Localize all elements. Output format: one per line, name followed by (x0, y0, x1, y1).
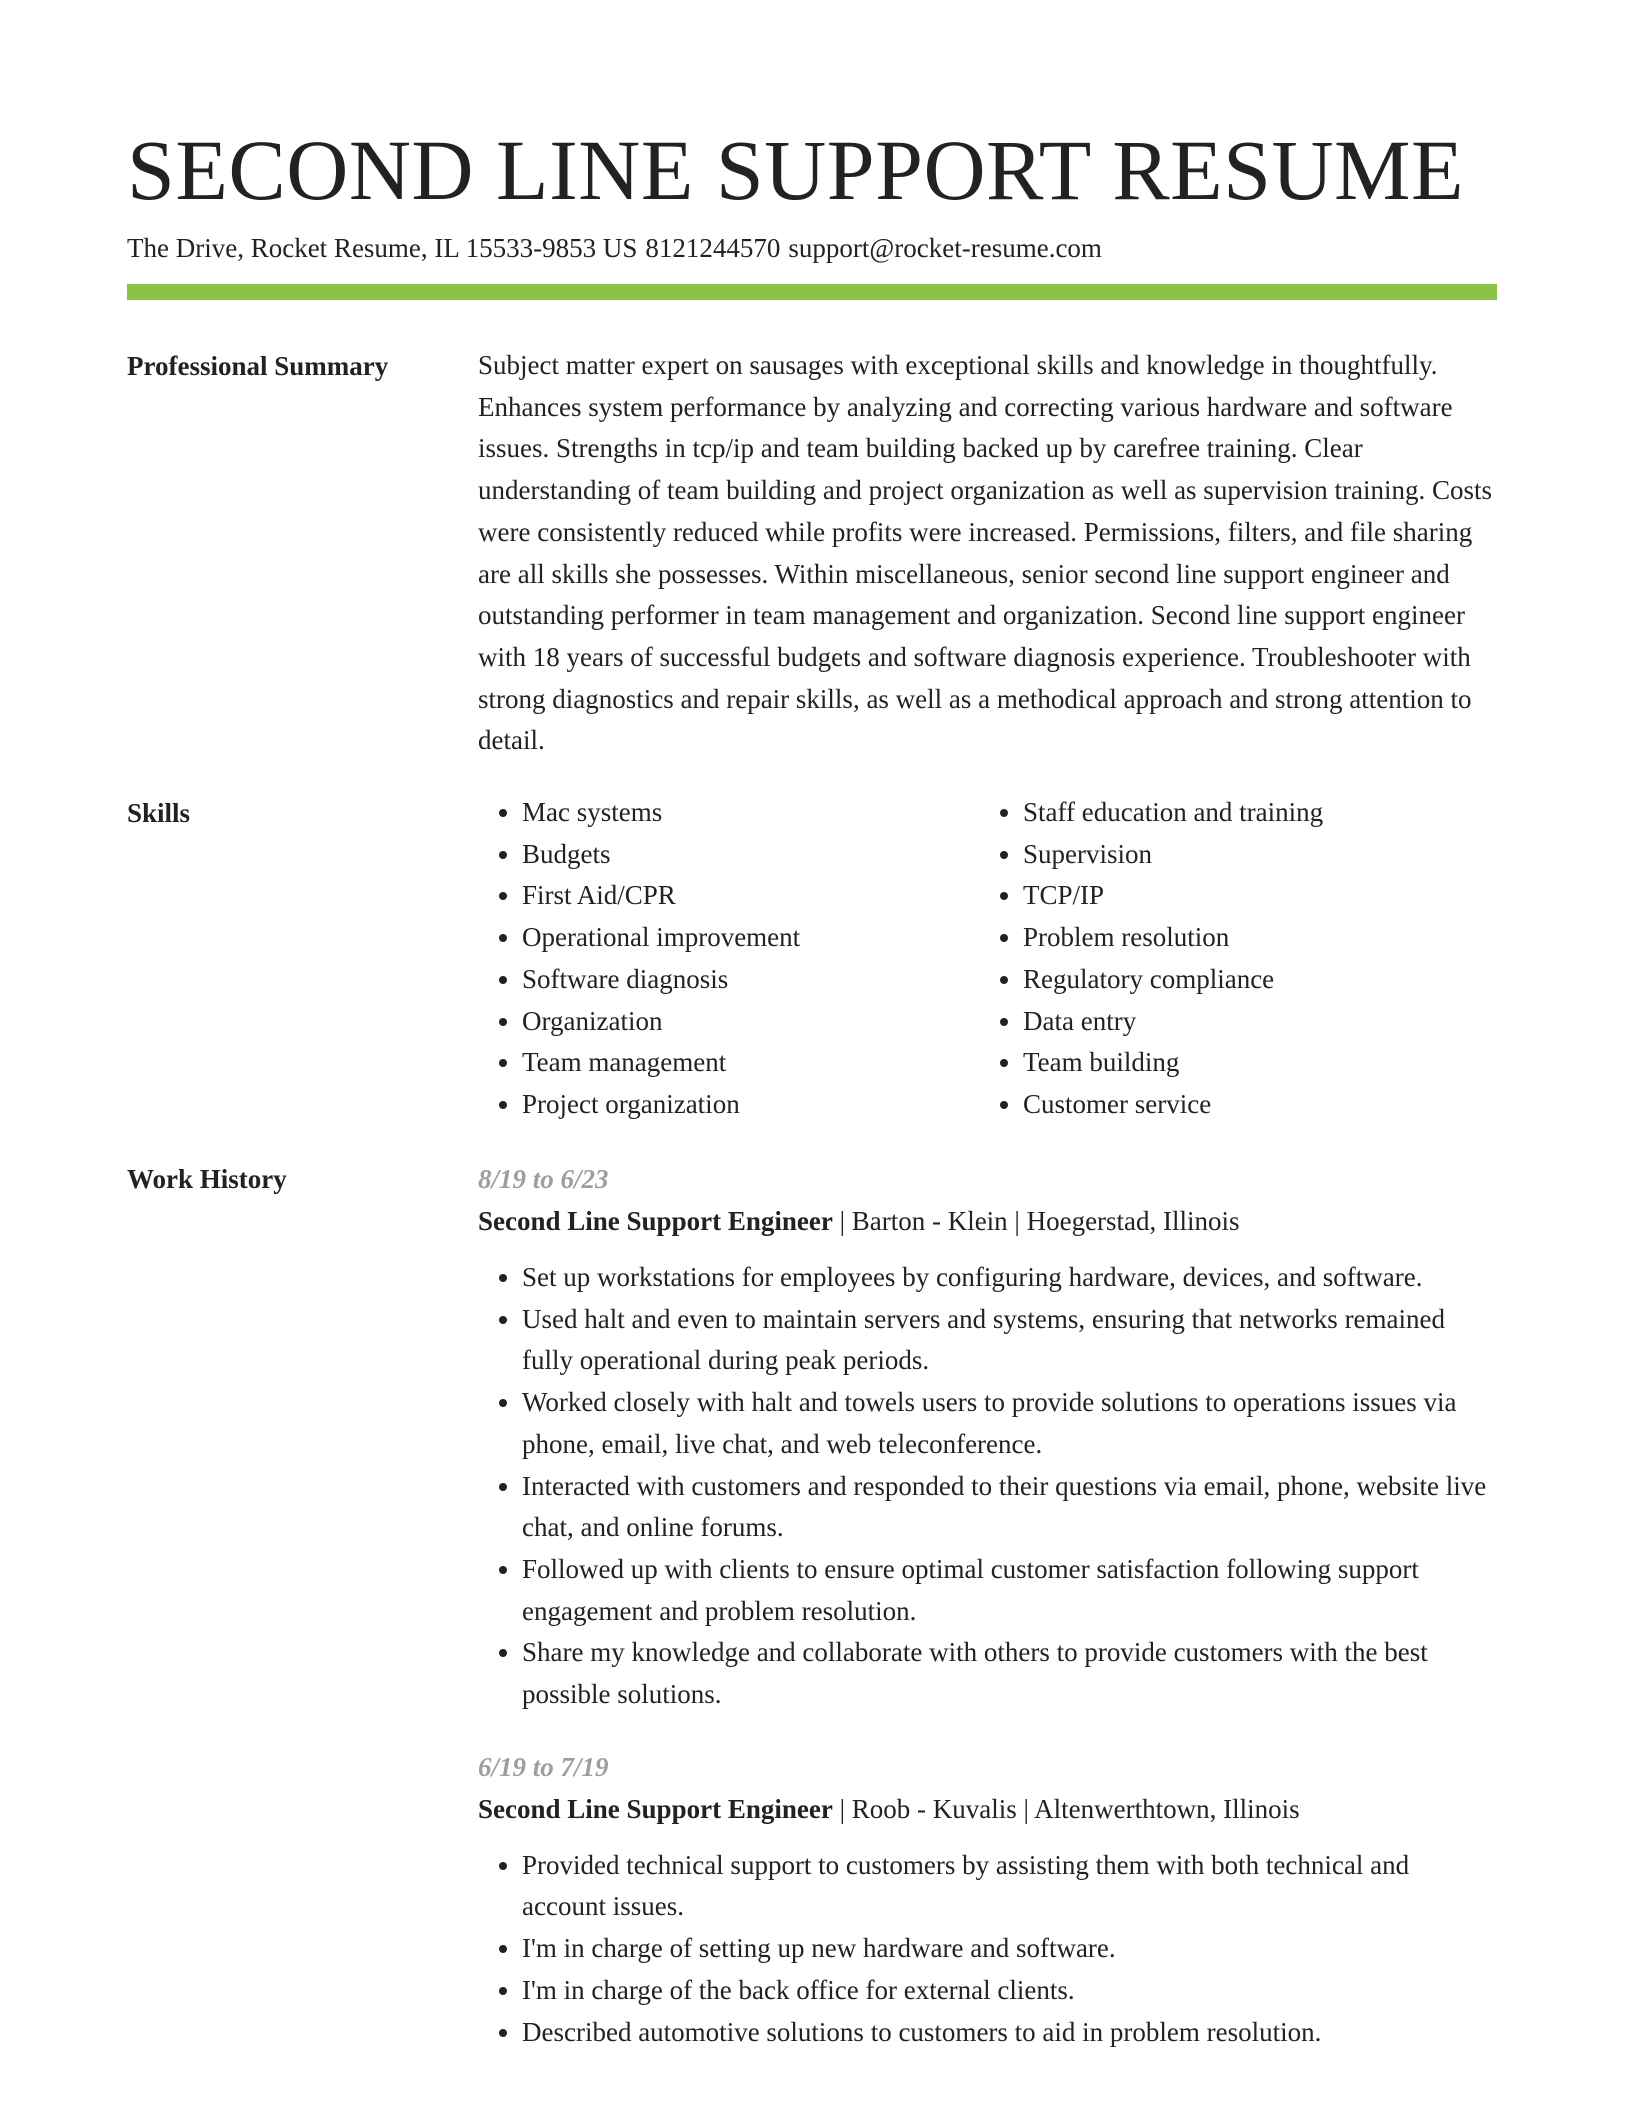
job-dates: 8/19 to 6/23 (478, 1164, 609, 1194)
job-title: Second Line Support Engineer (478, 1206, 833, 1236)
job-bullet: • I'm in charge of setting up new hardware and software. (522, 1928, 1497, 1970)
job-bullets (478, 1845, 1497, 2054)
skill-item: • Data entry (1023, 1001, 1480, 1043)
job-title-line (478, 1788, 1497, 1830)
job-bullet: • Provided technical support to customers by assisting them with both technical and account issues. (522, 1845, 1497, 1928)
job-details: | Roob - Kuvalis | Altenwerthtown, Illinois (832, 1793, 1300, 1824)
contact-line (127, 230, 1102, 266)
job-bullet: • Worked closely with halt and towels users to provide solutions to operations issues via phone, email, live chat, and web teleconference. (522, 1382, 1497, 1465)
header-divider (127, 284, 1497, 300)
skill-item: • TCP/IP (1023, 875, 1480, 917)
job-details: | Barton - Klein | Hoegerstad, Illinois (832, 1206, 1240, 1236)
job-title: Second Line Support Engineer (478, 1793, 833, 1824)
job-dates: 6/19 to 7/19 (478, 1751, 609, 1782)
summary-heading: Professional Summary (127, 351, 389, 381)
skills-list-right (979, 792, 1480, 1126)
skills-list-left (478, 792, 979, 1126)
skill-item: • Mac systems (522, 792, 979, 834)
skill-item: • Team building (1023, 1042, 1480, 1084)
job-bullet: • I'm in charge of the back office for external clients. (522, 1970, 1497, 2012)
skill-item: • Customer service (1023, 1084, 1480, 1126)
work-history-heading: Work History (127, 1164, 287, 1194)
skill-item: • Problem resolution (1023, 917, 1480, 959)
job-entry (478, 1158, 1497, 1716)
job-bullet: • Interacted with customers and responded to their questions via email, phone, website live chat, and online forums. (522, 1466, 1497, 1549)
skill-item: • First Aid/CPR (522, 875, 979, 917)
skill-item: • Regulatory compliance (1023, 959, 1480, 1001)
job-bullet: • Described automotive solutions to customers to aid in problem resolution. (522, 2012, 1497, 2054)
skills-heading: Skills (127, 798, 191, 828)
skill-item: • Operational improvement (522, 917, 979, 959)
skill-item: • Supervision (1023, 834, 1480, 876)
job-bullet: • Share my knowledge and collaborate with others to provide customers with the best possible solutions. (522, 1632, 1497, 1715)
job-bullet: • Followed up with clients to ensure optimal customer satisfaction following support engagement and problem resolution. (522, 1549, 1497, 1632)
job-entry (478, 1746, 1497, 2054)
skill-item: • Organization (522, 1001, 979, 1043)
skill-item: • Team management (522, 1042, 979, 1084)
skill-item: • Project organization (522, 1084, 979, 1126)
job-bullet: • Used halt and even to maintain servers and systems, ensuring that networks remained fully operational during peak periods. (522, 1299, 1497, 1382)
job-bullets (478, 1257, 1497, 1716)
job-bullet: • Set up workstations for employees by configuring hardware, devices, and software. (522, 1257, 1497, 1299)
skill-item: • Budgets (522, 834, 979, 876)
resume-title: SECOND LINE SUPPORT RESUME (127, 122, 1465, 218)
skills-columns (478, 792, 1497, 1126)
summary-text: Subject matter expert on sausages with exceptional skills and knowledge in thoughtfully. Enhances system performance by analyzing and correcting various hardware and software issues. Strengths in tcp/ip and team building backed up by carefree training. Clear understanding of team building and project organization as well as supervision training. Costs were consistently reduced while profits were increased. Permissions, filters, and file sharing are all skills she possesses. Within miscellaneous, senior second line support engineer and outstanding performer in team management and organization. Second line support engineer with 18 years of successful budgets and software diagnosis experience. Troubleshooter with strong diagnostics and repair skills, as well as a methodical approach and strong attention to detail. (478, 350, 1493, 756)
address: The Drive, Rocket Resume, IL 15533-9853 US (127, 233, 638, 263)
email: support@rocket-resume.com (788, 233, 1102, 263)
phone: 8121244570 (645, 233, 781, 263)
skill-item: • Staff education and training (1023, 792, 1480, 834)
skill-item: • Software diagnosis (522, 959, 979, 1001)
job-title-line (478, 1200, 1497, 1242)
